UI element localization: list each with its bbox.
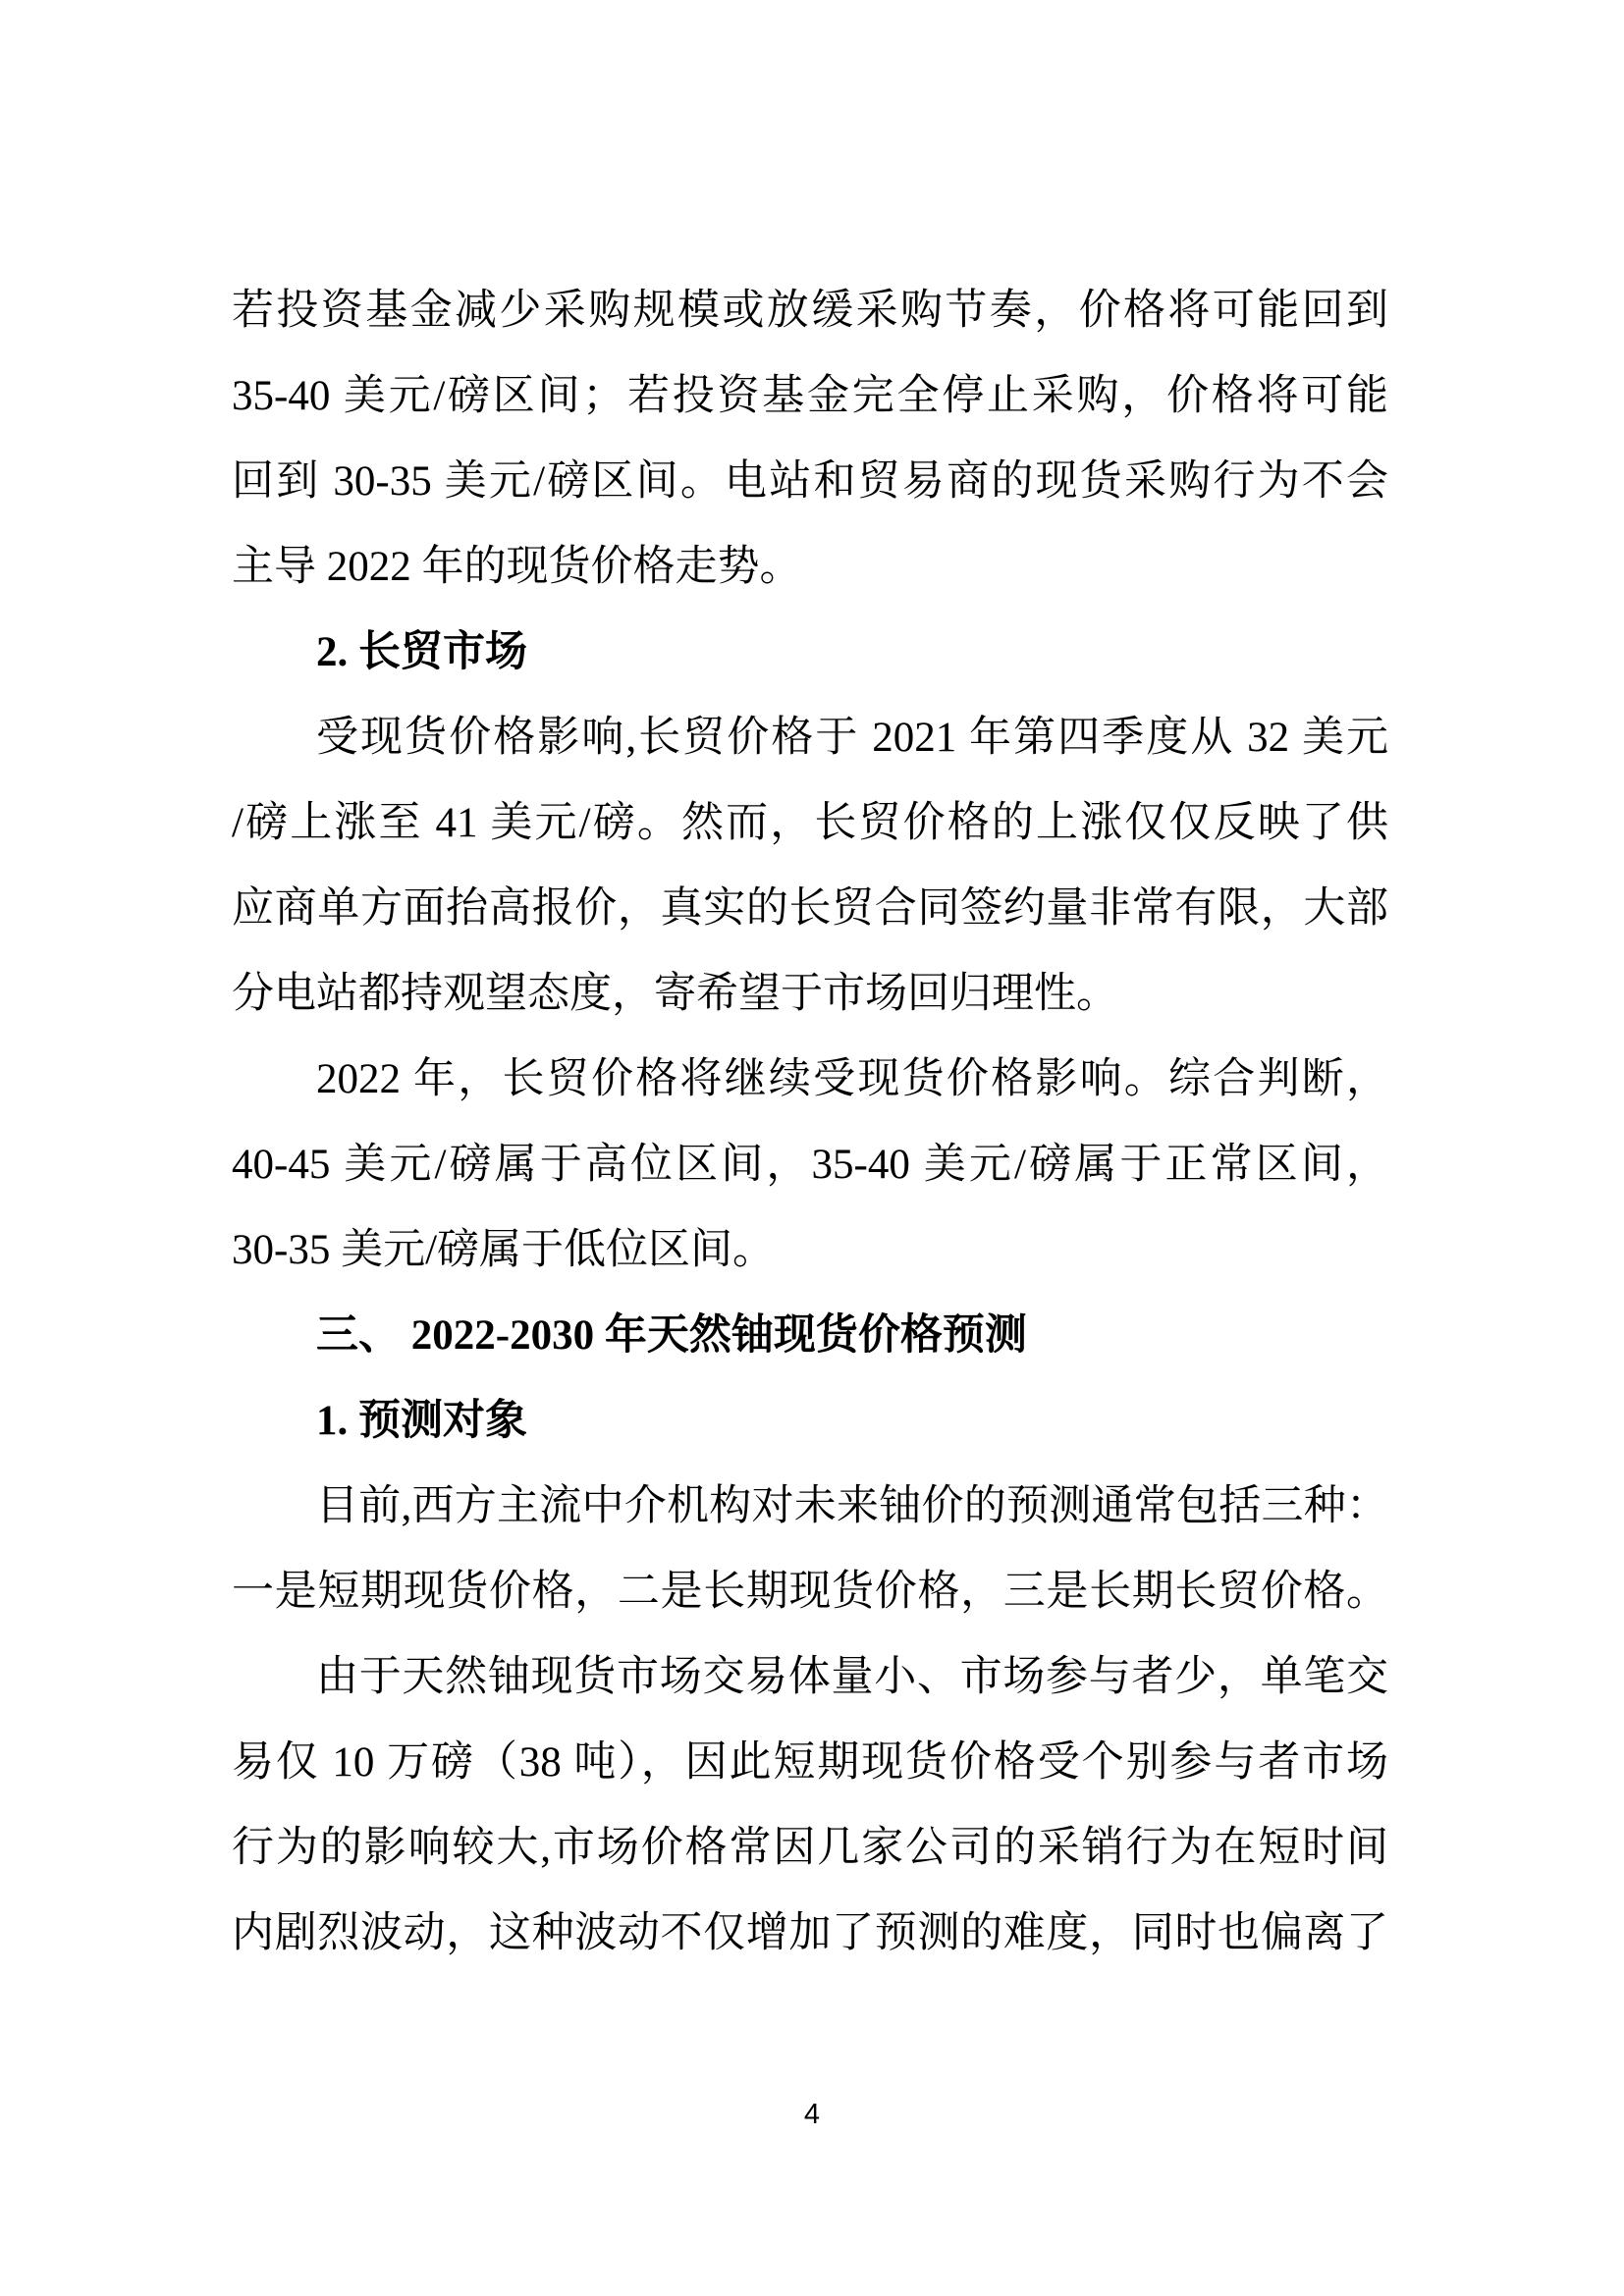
text-line: 2022 年，长贸价格将继续受现货价格影响。综合判断， bbox=[316, 1056, 1388, 1102]
page-number: 4 bbox=[803, 2099, 821, 2130]
text-line: 行为的影响较大,市场价格常因几家公司的采销行为在短时间 bbox=[232, 1825, 1388, 1871]
text-line: 易仅 10 万磅（38 吨），因此短期现货价格受个别参与者市场 bbox=[232, 1739, 1388, 1786]
text-line: /磅上涨至 41 美元/磅。然而，长贸价格的上涨仅仅反映了供 bbox=[232, 800, 1388, 846]
text-line: 内剧烈波动，这种波动不仅增加了预测的难度，同时也偏离了 bbox=[232, 1910, 1388, 1956]
text-line: 回到 30-35 美元/磅区间。电站和贸易商的现货采购行为不会 bbox=[232, 458, 1388, 505]
text-line: 一是短期现货价格，二是长期现货价格，三是长期长贸价格。 bbox=[232, 1569, 1388, 1615]
section-heading-3-price-forecast: 三、 2022-2030 年天然铀现货价格预测 bbox=[316, 1312, 1027, 1359]
text-line: 受现货价格影响,长贸价格于 2021 年第四季度从 32 美元 bbox=[316, 715, 1388, 761]
text-line: 目前,西方主流中介机构对未来铀价的预测通常包括三种： bbox=[316, 1483, 1388, 1529]
page-body-text bbox=[232, 268, 1388, 1976]
section-heading-2-changmao-market: 2. 长贸市场 bbox=[316, 629, 527, 675]
text-line: 由于天然铀现货市场交易体量小、市场参与者少，单笔交 bbox=[316, 1654, 1388, 1700]
text-line: 30-35 美元/磅属于低位区间。 bbox=[232, 1227, 776, 1273]
text-line: 若投资基金减少采购规模或放缓采购节奏，价格将可能回到 bbox=[232, 288, 1388, 334]
text-line: 35-40 美元/磅区间；若投资基金完全停止采购，价格将可能 bbox=[232, 373, 1388, 419]
text-line: 应商单方面抬高报价，真实的长贸合同签约量非常有限，大部 bbox=[232, 885, 1388, 932]
section-heading-3-1-forecast-target: 1. 预测对象 bbox=[316, 1398, 527, 1444]
text-line: 主导 2022 年的现货价格走势。 bbox=[232, 544, 802, 590]
text-line: 40-45 美元/磅属于高位区间，35-40 美元/磅属于正常区间， bbox=[232, 1142, 1388, 1188]
text-line: 分电站都持观望态度，寄希望于市场回归理性。 bbox=[232, 971, 1118, 1017]
